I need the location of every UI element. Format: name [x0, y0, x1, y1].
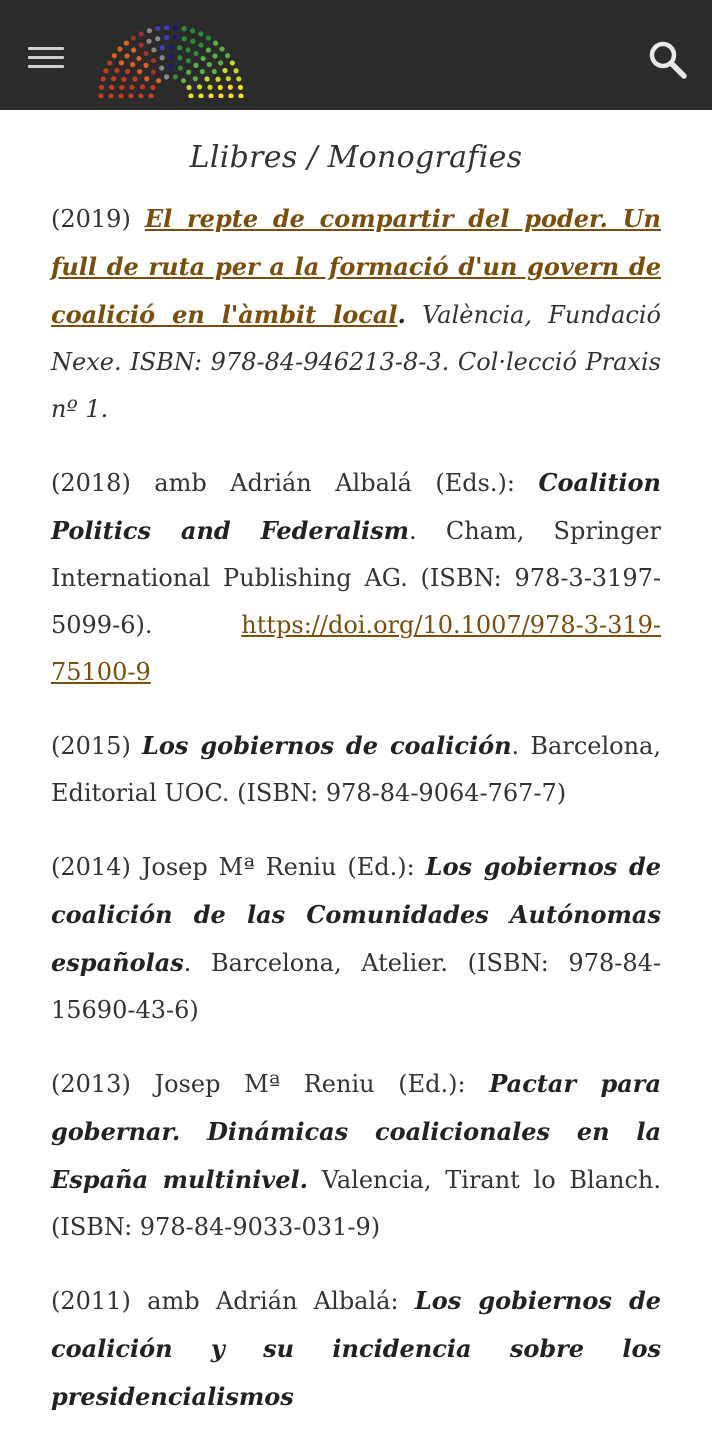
hemicycle-seat	[108, 93, 113, 98]
hemicycle-seat	[218, 60, 223, 65]
hemicycle-seat	[230, 60, 235, 65]
hemicycle-seat	[144, 76, 149, 81]
list-item	[51, 843, 661, 1034]
entry-details: . Barcelona, Editorial UOC. (ISBN: 978-84-9064-767-7)	[51, 732, 661, 807]
hemicycle-seat	[140, 84, 145, 89]
hemicycle-seat	[198, 31, 203, 36]
hemicycle-seat	[143, 63, 148, 68]
hemicycle-seat	[215, 77, 220, 82]
hemicycle-seat	[238, 85, 243, 90]
hemicycle-seat	[168, 44, 173, 49]
hemicycle-seat	[198, 93, 203, 98]
entry-details: Valencia, Tirant lo Blanch. (ISBN: 978-84-9033-031-9)	[51, 1166, 661, 1241]
hemicycle-seat	[143, 51, 148, 56]
hemicycle-seat	[206, 47, 211, 52]
hemicycle-seat	[155, 26, 160, 31]
entry-year: (2011)	[51, 1287, 131, 1315]
entry-year: (2013)	[51, 1070, 131, 1098]
hemicycle-seat	[186, 85, 191, 90]
hemicycle-seat	[103, 68, 108, 73]
entry-title: Los gobiernos de coalición de las Comunidades Autónomas españolas	[51, 852, 661, 977]
hemicycle-seat	[222, 68, 227, 73]
hemicycle-seat	[225, 53, 230, 58]
hemicycle-seat	[124, 53, 129, 58]
list-item	[51, 459, 661, 696]
hemicycle-seat	[178, 65, 183, 70]
hemicycle-seat	[213, 41, 218, 46]
entry-details: . Cham, Springer International Publishing AG. (ISBN: 978-3-3197-5099-6).	[51, 517, 661, 639]
entry-title: Pactar para gobernar. Dinámicas coalicionales en la España multinivel.	[51, 1069, 661, 1194]
hemicycle-seat	[160, 45, 165, 50]
page-title: Llibres / Monografies	[189, 140, 523, 175]
hemicycle-seat	[200, 69, 205, 74]
hemicycle-seat	[193, 63, 198, 68]
hemicycle-seat	[228, 85, 233, 90]
list-item	[51, 1060, 661, 1251]
hemicycle-seat	[198, 42, 203, 47]
entry-authors: Josep Mª Reniu (Ed.):	[130, 1070, 490, 1098]
hemicycle-seat	[197, 84, 202, 89]
entry-year: (2019)	[51, 205, 131, 233]
hemicycle-seat	[136, 56, 141, 61]
hemicycle-seat	[208, 93, 213, 98]
entry-title: Coalition Politics and Federalism	[51, 468, 661, 545]
hemicycle-seat	[124, 41, 129, 46]
hemicycle-seat	[212, 69, 217, 74]
hemicycle-seat	[177, 45, 182, 50]
hemicycle-seat	[101, 76, 106, 81]
hamburger-menu-icon[interactable]	[28, 45, 64, 71]
hemicycle-seat	[212, 53, 217, 58]
hemicycle-seat	[159, 65, 164, 70]
hemicycle-seat	[155, 36, 160, 41]
hemicycle-seat	[147, 28, 152, 33]
entry-year: (2015)	[51, 732, 131, 760]
hemicycle-seat	[236, 76, 241, 81]
hemicycle-seat	[132, 76, 137, 81]
entry-details: València, Fundació Nexe. ISBN: 978-84-946213-8-3. Col·lecció Praxis nº 1.	[51, 301, 662, 423]
hemicycle-seat	[207, 62, 212, 67]
hemicycle-seat	[107, 60, 112, 65]
hemicycle-seat	[119, 85, 124, 90]
hemicycle-seat	[99, 85, 104, 90]
entry-details: . Barcelona, Atelier. (ISBN: 978-84-15690-43-6)	[51, 949, 661, 1024]
hemicycle-seat	[226, 76, 231, 81]
hemicycle-seat	[98, 93, 103, 98]
hemicycle-seat	[148, 93, 153, 98]
entry-year: (2018)	[51, 469, 131, 497]
entry-title: Los gobiernos de coalición	[142, 731, 512, 760]
hemicycle-seat	[160, 55, 165, 60]
hemicycle-seat	[168, 54, 173, 59]
entry-year: (2014)	[51, 853, 131, 881]
hemicycle-seat	[173, 25, 178, 30]
hemicycle-seat	[228, 93, 233, 98]
hemicycle-seat	[112, 53, 117, 58]
book-title-link[interactable]: El repte de compartir del poder. Un full de ruta per a la formació d'un govern de coalició en l'àmbit local	[51, 204, 661, 329]
hemicycle-seat	[121, 77, 126, 82]
hemicycle-seat	[190, 28, 195, 33]
hemicycle-seat	[130, 62, 135, 67]
hemicycle-seat	[190, 39, 195, 44]
list-item	[51, 722, 661, 817]
hemicycle-seat	[164, 74, 169, 79]
hemicycle-seat	[151, 70, 156, 75]
hemicycle-seat	[181, 78, 186, 83]
hemicycle-seat	[118, 93, 123, 98]
hemicycle-seat	[238, 93, 243, 98]
hemicycle-seat	[182, 36, 187, 41]
hemicycle-seat	[125, 69, 130, 74]
hemicycle-seat	[186, 47, 191, 52]
hemicycle-seat	[139, 31, 144, 36]
hemicycle-seat	[206, 35, 211, 40]
hemicycle-seat	[128, 93, 133, 98]
hemicycle-seat	[201, 56, 206, 61]
entry-authors: Josep Mª Reniu (Ed.):	[130, 853, 426, 881]
hemicycle-seat	[117, 46, 122, 51]
hemicycle-seat	[111, 76, 116, 81]
hemicycle-seat	[164, 25, 169, 30]
hemicycle-seat	[173, 35, 178, 40]
hemicycle-seat	[218, 85, 223, 90]
hemicycle-seat	[109, 85, 114, 90]
hemicycle-seat	[114, 68, 119, 73]
hemicycle-seat	[219, 46, 224, 51]
hemicycle-seat	[182, 26, 187, 31]
entry-authors: amb Adrián Albalá:	[130, 1287, 415, 1315]
hemicycle-seat	[151, 58, 156, 63]
hemicycle-seat	[131, 35, 136, 40]
top-app-bar	[0, 0, 712, 110]
hemicycle-seat	[193, 51, 198, 56]
hemicycle-seat	[164, 35, 169, 40]
hemicycle-seat	[186, 70, 191, 75]
doi-link[interactable]: https://doi.org/10.1007/978-3-319-75100-9	[51, 611, 661, 686]
hemicycle-seat	[138, 93, 143, 98]
search-icon[interactable]	[646, 38, 690, 82]
list-item	[51, 1277, 661, 1421]
entry-authors: amb Adrián Albalá (Eds.):	[130, 469, 539, 497]
hemicycle-seat	[138, 42, 143, 47]
hemicycle-seat	[156, 78, 161, 83]
hemicycle-seat	[204, 76, 209, 81]
hemicycle-seat	[131, 47, 136, 52]
hemicycle-seat	[177, 55, 182, 60]
hemicycle-seat	[193, 76, 198, 81]
main-content	[51, 110, 661, 1447]
hemicycle-seat	[188, 93, 193, 98]
hemicycle-seat	[173, 74, 178, 79]
hemicycle-seat	[137, 69, 142, 74]
parliament-hemicycle-logo[interactable]	[86, 18, 256, 98]
hemicycle-seat	[218, 93, 223, 98]
hemicycle-seat	[186, 58, 191, 63]
entry-title: Los gobiernos de coalición y su incidencia sobre los presidencialismos	[51, 1286, 661, 1411]
hemicycle-seat	[150, 85, 155, 90]
hemicycle-seat	[207, 85, 212, 90]
hemicycle-seat	[233, 68, 238, 73]
hemicycle-seat	[168, 64, 173, 69]
hemicycle-seat	[129, 85, 134, 90]
hemicycle-seat	[151, 47, 156, 52]
hemicycle-seat	[119, 60, 124, 65]
list-item: (2019) El repte de compartir del poder. Un full de ruta per a la formació d'un govern de coalició en l'àmbit local. València, Fundació Nexe. ISBN: 978-84-946213-8-3. Col·lecció Praxis nº 1.	[51, 204, 662, 423]
hemicycle-seat	[146, 39, 151, 44]
